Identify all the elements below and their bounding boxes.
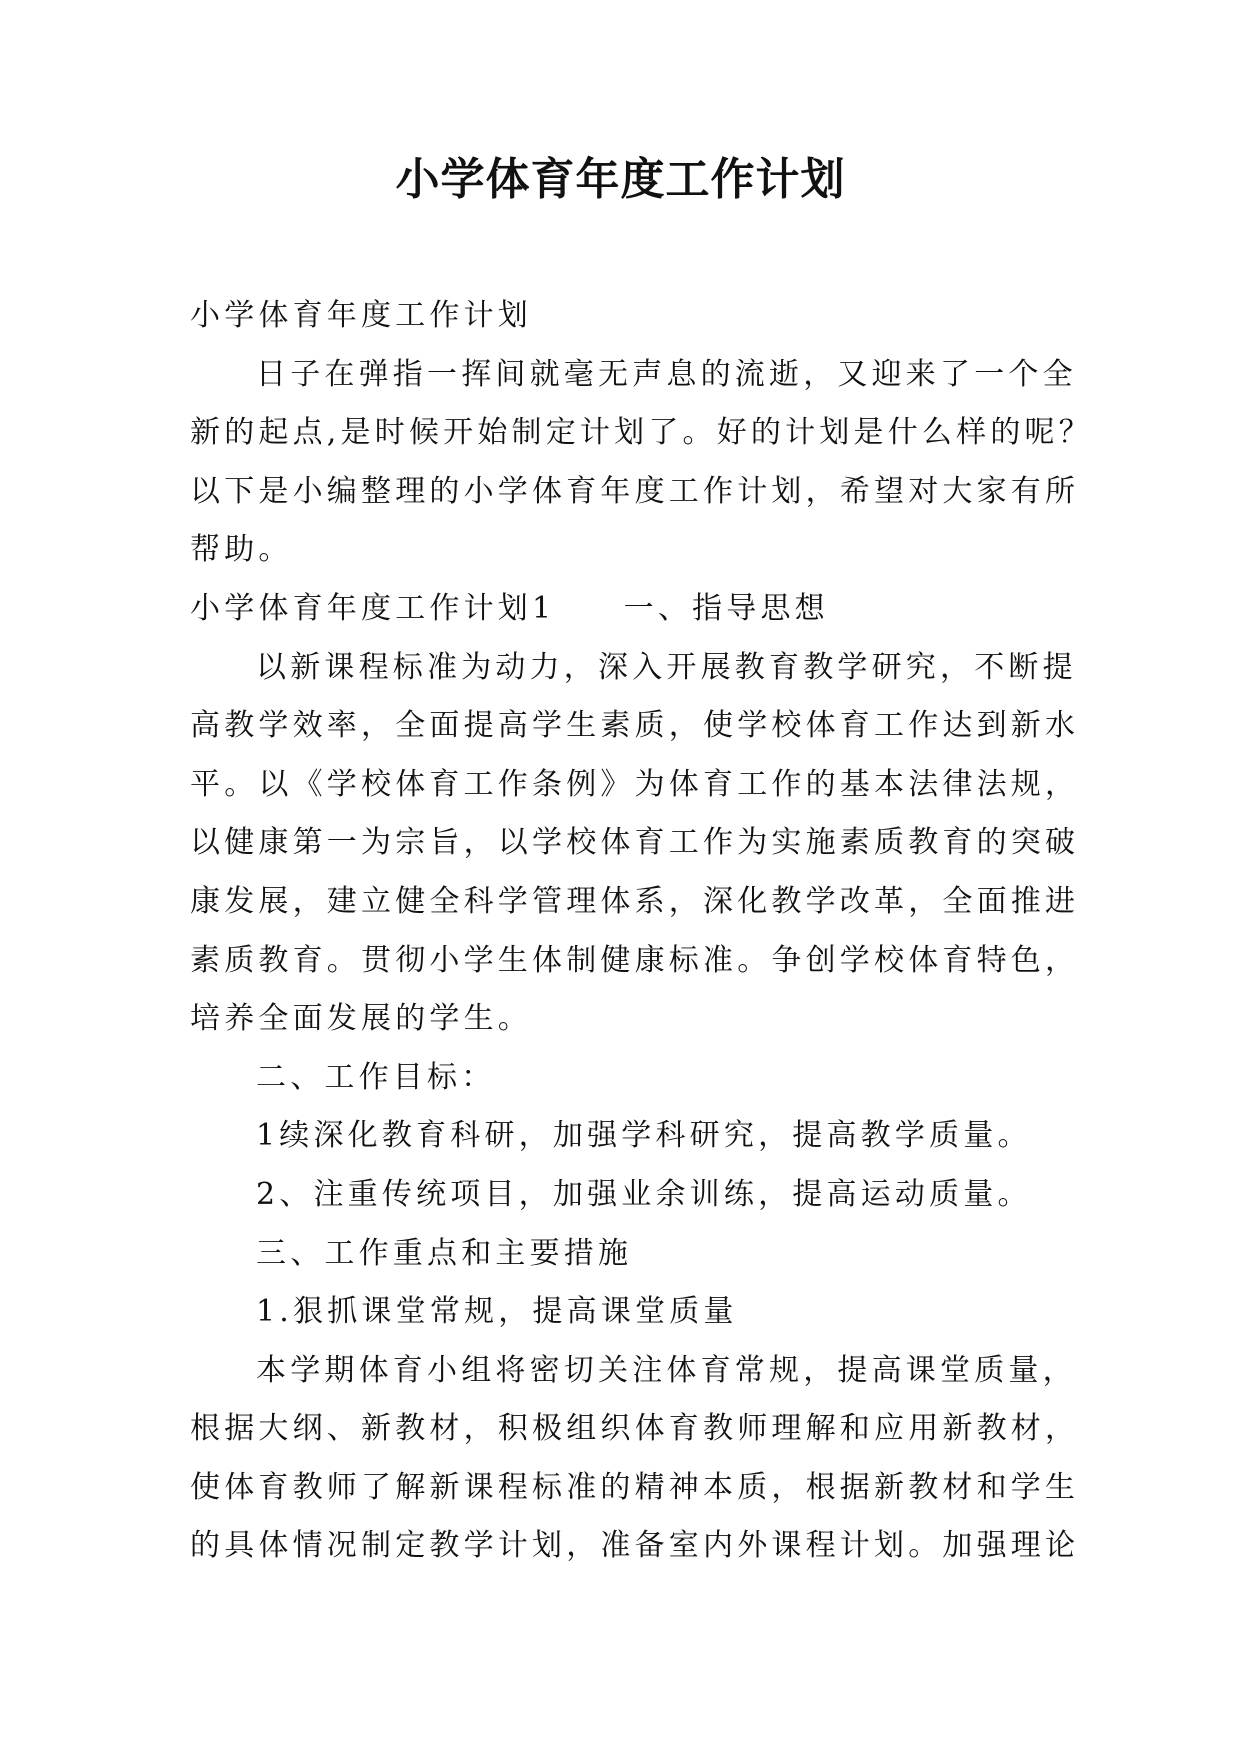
text-line: 素质教育。贯彻小学生体制健康标准。争创学校体育特色，: [190, 942, 1080, 978]
text-line: 新的起点,是时候开始制定计划了。好的计划是什么样的呢？: [190, 415, 1093, 451]
text-line: 以健康第一为宗旨，以学校体育工作为实施素质教育的突破: [190, 825, 1080, 861]
text-line: 以下是小编整理的小学体育年度工作计划，希望对大家有所: [190, 473, 1080, 509]
subsection-heading: 1.狠抓课堂常规，提高课堂质量: [256, 1294, 738, 1330]
text-line: 帮助。: [190, 532, 293, 568]
text-line: 平。以《学校体育工作条例》为体育工作的基本法律法规，: [190, 766, 1080, 802]
text-line: 1续深化教育科研，加强学科研究，提高教学质量。: [256, 1118, 1032, 1154]
text-line: 培养全面发展的学生。: [190, 1001, 532, 1037]
text-line: 的具体情况制定教学计划，准备室内外课程计划。加强理论: [190, 1528, 1080, 1564]
text-line: 以新课程标准为动力，深入开展教育教学研究，不断提: [256, 649, 1077, 685]
text-line: 小学体育年度工作计划1 一、指导思想: [190, 590, 829, 626]
text-line: 日子在弹指一挥间就毫无声息的流逝，又迎来了一个全: [256, 356, 1077, 392]
text-line: 根据大纲、新教材，积极组织体育教师理解和应用新教材，: [190, 1411, 1080, 1447]
document-title: 小学体育年度工作计划: [395, 154, 846, 205]
text-line: 使体育教师了解新课程标准的精神本质，根据新教材和学生: [190, 1469, 1080, 1505]
document-body: [190, 287, 1093, 1576]
text-line: 高教学效率，全面提高学生素质，使学校体育工作达到新水: [190, 708, 1080, 744]
text-line: 小学体育年度工作计划: [190, 298, 532, 333]
section-heading: 三、工作重点和主要措施: [256, 1235, 633, 1271]
text-line: 康发展，建立健全科学管理体系，深化教学改革，全面推进: [190, 883, 1080, 919]
section-heading: 二、工作目标：: [256, 1059, 496, 1095]
text-line: 2、注重传统项目，加强业余训练，提高运动质量。: [256, 1176, 1032, 1212]
text-line: 本学期体育小组将密切关注体育常规，提高课堂质量，: [256, 1352, 1077, 1388]
